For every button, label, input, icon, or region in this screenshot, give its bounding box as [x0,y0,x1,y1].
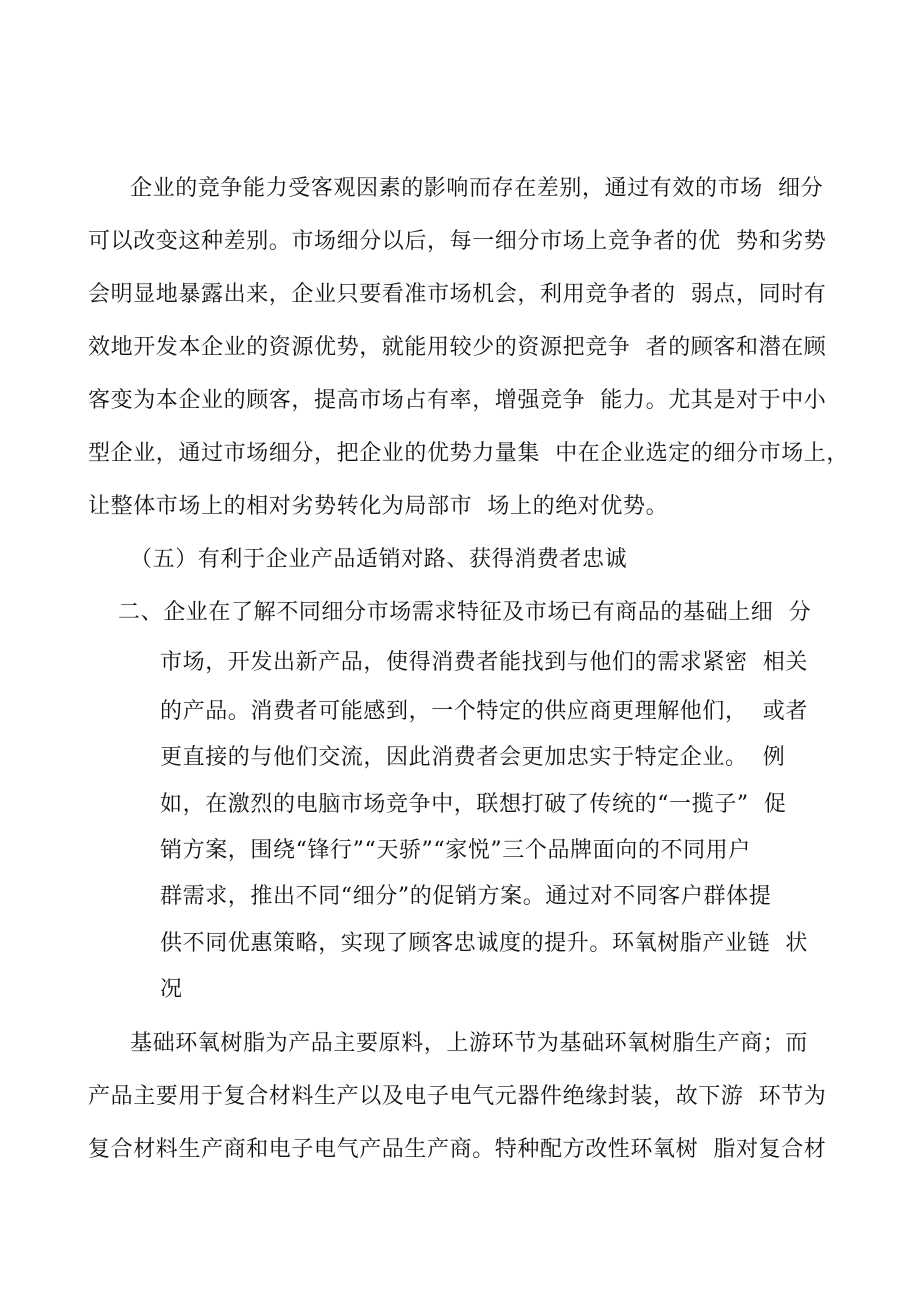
list-item-line: 市场，开发出新产品，使得消费者能找到与他们的需求紧密 相关 [160,650,808,675]
paragraph-line: 型企业，通过市场细分，把企业的优势力量集 中在企业选定的细分市场上， [88,441,849,466]
list-item-line: 况 [160,977,183,1002]
paragraph-line: 效地开发本企业的资源优势，就能用较少的资源把竞争 者的顾客和潜在顾 [88,335,827,360]
list-item-line: 群需求，推出不同“细分”的促销方案。通过对不同客户群体提 [160,884,772,909]
list-item-line: 的产品。消费者可能感到，一个特定的供应商更理解他们， 或者 [160,699,808,724]
paragraph-line: 产品主要用于复合材料生产以及电子电气元器件绝缘封装，故下游 环节为 [88,1084,827,1109]
list-item-line: 二、企业在了解不同细分市场需求特征及市场已有商品的基础上细 分 [118,600,812,625]
list-item-line: 销方案，围绕“锋行”“天骄”“家悦”三个品牌面向的不同用户 [160,838,751,863]
list-item-line: 供不同优惠策略，实现了顾客忠诚度的提升。环氧树脂产业链 状 [160,931,808,956]
paragraph-line: 基础环氧树脂为产品主要原料，上游环节为基础环氧树脂生产商；而 [130,1031,809,1056]
list-item-line: 如，在激烈的电脑市场竞争中，联想打破了传统的“一揽子” 促 [160,792,787,817]
paragraph-line: 让整体市场上的相对劣势转化为局部市 场上的绝对优势。 [88,494,669,519]
list-item-line: 更直接的与他们交流，因此消费者会更加忠实于特定企业。 例 [160,745,786,770]
paragraph-line: 客变为本企业的顾客，提高市场占有率，增强竞争 能力。尤其是对于中小 [88,388,827,413]
section-heading: （五）有利于企业产品适销对路、获得消费者忠诚 [130,547,628,572]
paragraph-line: 复合材料生产商和电子电气产品生产商。特种配方改性环氧树 脂对复合材 [88,1137,827,1162]
paragraph-line: 会明显地暴露出来，企业只要看准市场机会，利用竞争者的 弱点，同时有 [88,282,827,307]
paragraph-line: 企业的竞争能力受客观因素的影响而存在差别，通过有效的市场 细分 [130,176,824,201]
paragraph-line: 可以改变这种差别。市场细分以后，每一细分市场上竞争者的优 势和劣势 [88,229,827,254]
